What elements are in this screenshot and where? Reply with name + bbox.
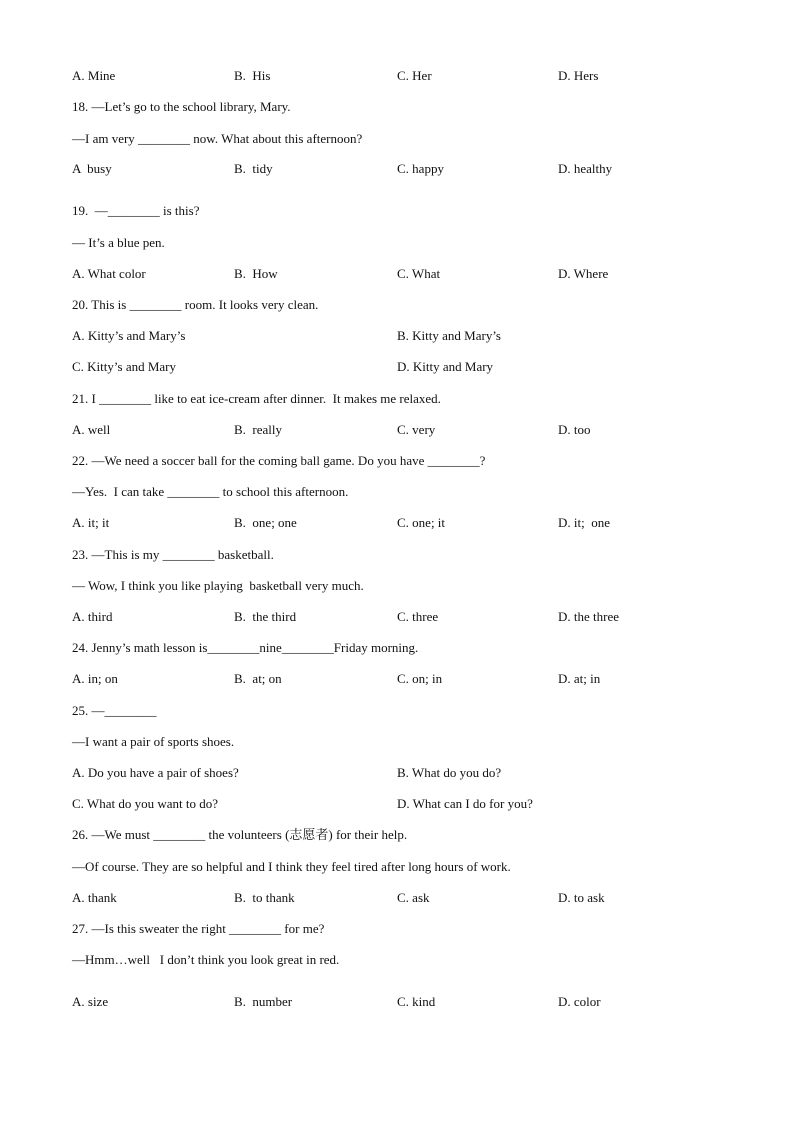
option-d: D. it; one	[558, 515, 610, 530]
option-b: B. to thank	[234, 890, 295, 905]
option-a: A. Do you have a pair of shoes?	[72, 765, 239, 780]
option-d: D. Hers	[558, 68, 599, 83]
option-d: D. to ask	[558, 890, 605, 905]
option-a: A. third	[72, 609, 113, 624]
question-stem: 25. —________	[72, 703, 157, 718]
option-a: A. What color	[72, 266, 146, 281]
question-stem: 26. —We must ________ the volunteers (志愿者) for their help.	[72, 827, 408, 842]
option-b: B. How	[234, 266, 278, 281]
option-a: A. size	[72, 994, 109, 1009]
option-d: D. Kitty and Mary	[397, 359, 494, 374]
option-a: A. well	[72, 422, 111, 437]
option-b: B. His	[234, 68, 271, 83]
question-stem: 27. —Is this sweater the right ________ for me?	[72, 921, 325, 936]
option-c: C. What do you want to do?	[72, 796, 218, 811]
question-stem: 20. This is ________ room. It looks very clean.	[72, 297, 319, 312]
option-c: C. happy	[397, 161, 444, 176]
option-a: A. it; it	[72, 515, 110, 530]
option-b: B. tidy	[234, 161, 273, 176]
option-b: B. one; one	[234, 515, 297, 530]
option-c: C. three	[397, 609, 439, 624]
option-a: A busy	[72, 161, 112, 176]
option-d: D. at; in	[558, 671, 601, 686]
option-c: C. very	[397, 422, 436, 437]
option-c: C. kind	[397, 994, 436, 1009]
option-d: D. healthy	[558, 161, 613, 176]
option-c: C. What	[397, 266, 441, 281]
option-b: B. at; on	[234, 671, 282, 686]
option-c: C. Kitty’s and Mary	[72, 359, 176, 374]
option-c: C. one; it	[397, 515, 446, 530]
option-b: B. Kitty and Mary’s	[397, 328, 501, 343]
question-stem: 24. Jenny’s math lesson is________nine________Friday morning.	[72, 640, 419, 655]
question-line: — Wow, I think you like playing basketball very much.	[72, 578, 364, 593]
option-b: B. really	[234, 422, 283, 437]
question-stem: 18. —Let’s go to the school library, Mary.	[72, 99, 291, 114]
option-a: A. thank	[72, 890, 117, 905]
option-d: D. too	[558, 422, 591, 437]
option-d: D. Where	[558, 266, 609, 281]
option-c: C. Her	[397, 68, 432, 83]
option-b: B. number	[234, 994, 293, 1009]
question-line: —Hmm…well I don’t think you look great in red.	[72, 952, 340, 967]
question-line: —Yes. I can take ________ to school this afternoon.	[72, 484, 349, 499]
question-stem: 23. —This is my ________ basketball.	[72, 547, 274, 562]
option-c: C. on; in	[397, 671, 443, 686]
question-stem: 19. —________ is this?	[72, 203, 200, 218]
option-a: A. Kitty’s and Mary’s	[72, 328, 186, 343]
question-line: — It’s a blue pen.	[72, 235, 165, 250]
question-line: —I am very ________ now. What about this afternoon?	[72, 131, 363, 146]
option-a: A. Mine	[72, 68, 116, 83]
option-c: C. ask	[397, 890, 430, 905]
option-a: A. in; on	[72, 671, 118, 686]
question-stem: 22. —We need a soccer ball for the coming ball game. Do you have ________?	[72, 453, 486, 468]
option-d: D. color	[558, 994, 601, 1009]
option-b: B. the third	[234, 609, 297, 624]
option-d: D. What can I do for you?	[397, 796, 533, 811]
question-line: —I want a pair of sports shoes.	[72, 734, 235, 749]
question-line: —Of course. They are so helpful and I think they feel tired after long hours of work.	[72, 859, 511, 874]
option-b: B. What do you do?	[397, 765, 502, 780]
option-d: D. the three	[558, 609, 620, 624]
question-stem: 21. I ________ like to eat ice-cream after dinner. It makes me relaxed.	[72, 391, 441, 406]
